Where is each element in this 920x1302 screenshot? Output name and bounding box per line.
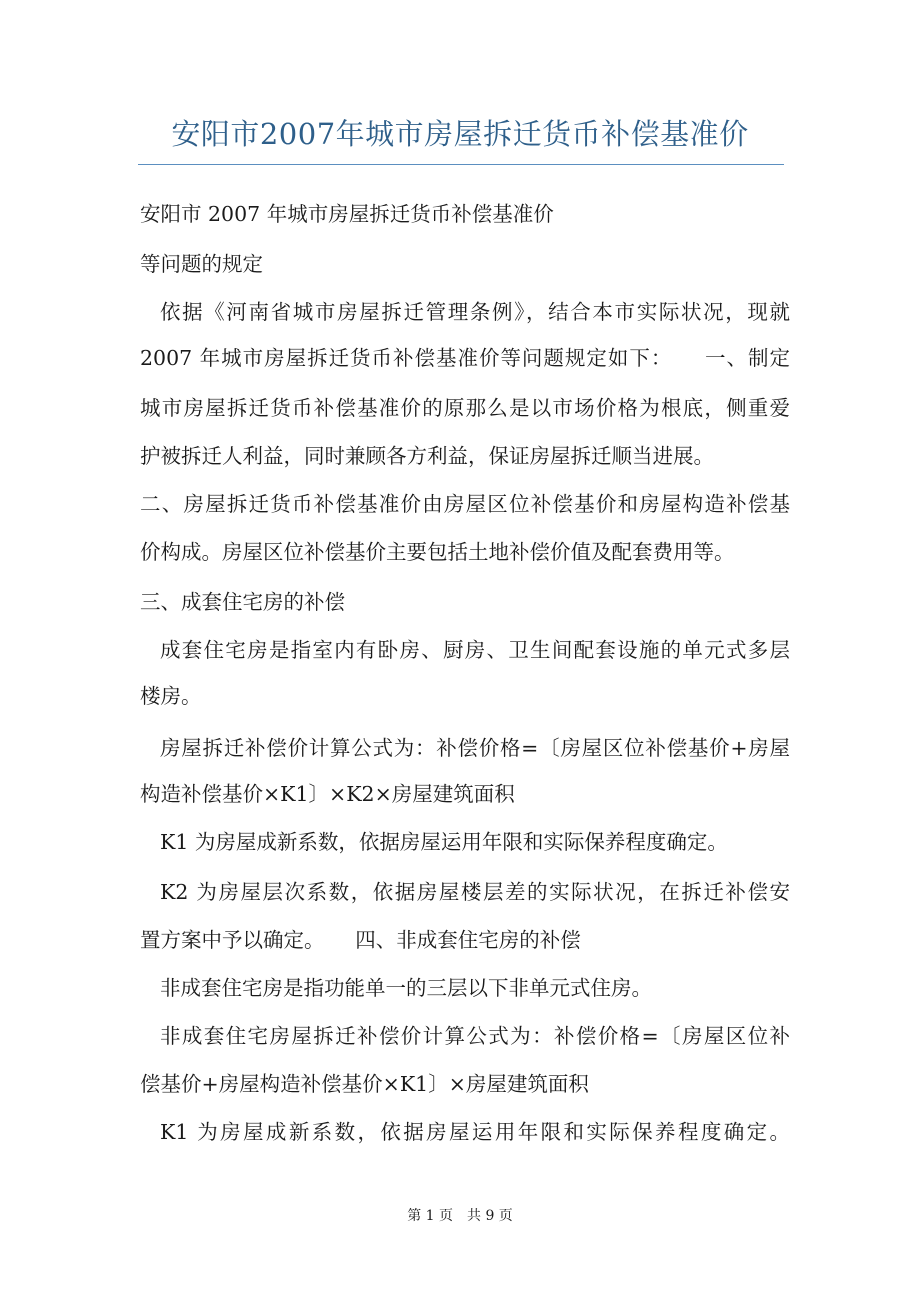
body-line: 护被拆迁人利益，同时兼顾各方利益，保证房屋拆迁顺当进展。	[140, 444, 714, 468]
body-line: 偿基价+房屋构造补偿基价×K1〕×房屋建筑面积	[140, 1072, 589, 1096]
body-line: 城市房屋拆迁货币补偿基准价的原那么是以市场价格为根底，侧重爱	[140, 396, 790, 420]
page-number: 第 1 页 共 9 页	[407, 1208, 513, 1224]
body-line: 构造补偿基价×K1〕×K2×房屋建筑面积	[140, 782, 515, 806]
body-line: 二、房屋拆迁货币补偿基准价由房屋区位补偿基价和房屋构造补偿基	[140, 492, 790, 516]
body-line: 2007 年城市房屋拆迁货币补偿基准价等问题规定如下： 一、制定	[140, 346, 790, 370]
body-line: 三、成套住宅房的补偿	[140, 590, 345, 614]
body-line: K1 为房屋成新系数，依据房屋运用年限和实际保养程度确定。	[160, 1120, 790, 1144]
body-line: K2 为房屋层次系数，依据房屋楼层差的实际状况，在拆迁补偿安	[160, 880, 790, 904]
title-underline	[138, 164, 784, 165]
body-line: 楼房。	[140, 684, 202, 708]
body-line: 安阳市 2007 年城市房屋拆迁货币补偿基准价	[140, 202, 554, 226]
body-line: 非成套住宅房是指功能单一的三层以下非单元式住房。	[160, 976, 652, 1000]
document-title: 安阳市2007年城市房屋拆迁货币补偿基准价	[171, 117, 749, 151]
body-line: 房屋拆迁补偿价计算公式为：补偿价格=〔房屋区位补偿基价+房屋	[160, 736, 790, 760]
body-line: 价构成。房屋区位补偿基价主要包括土地补偿价值及配套费用等。	[140, 540, 735, 564]
body-line: 非成套住宅房屋拆迁补偿价计算公式为：补偿价格=〔房屋区位补	[160, 1024, 790, 1048]
body-line: 依据《河南省城市房屋拆迁管理条例》，结合本市实际状况，现就	[160, 300, 790, 324]
body-line: K1 为房屋成新系数，依据房屋运用年限和实际保养程度确定。	[160, 830, 728, 854]
body-line: 等问题的规定	[140, 252, 263, 276]
body-line: 成套住宅房是指室内有卧房、厨房、卫生间配套设施的单元式多层	[160, 638, 790, 662]
body-line: 置方案中予以确定。 四、非成套住宅房的补偿	[140, 928, 581, 952]
